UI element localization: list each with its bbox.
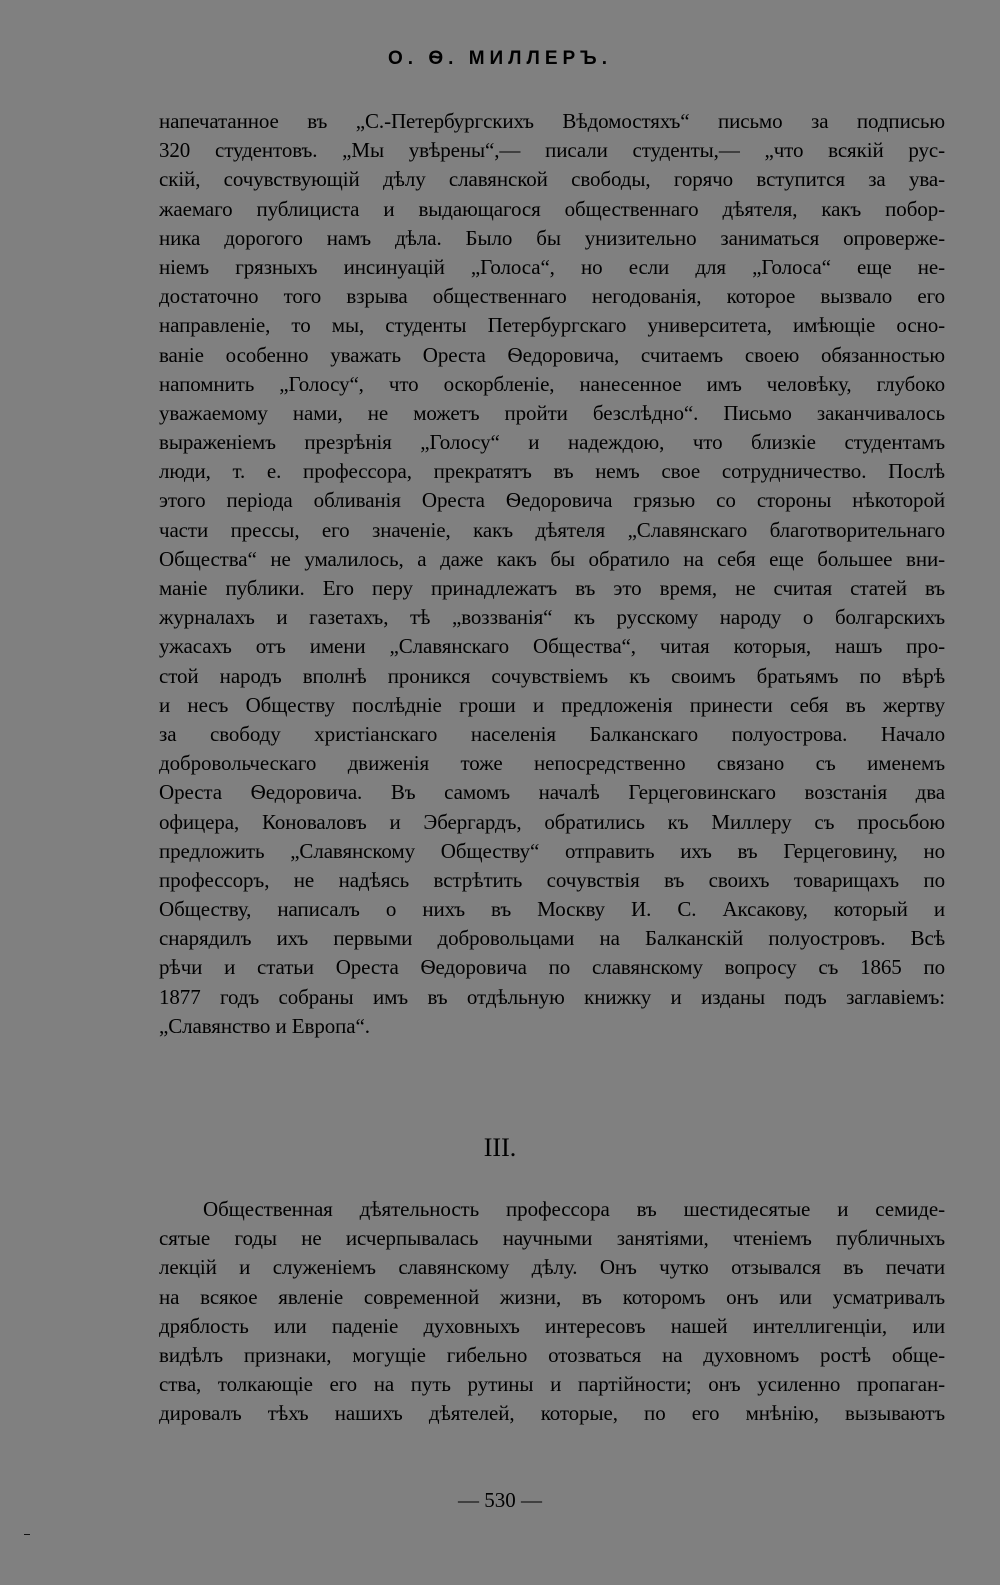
text-line: профессоръ, не надѣясь встрѣтить сочувствія въ своихъ товарищахъ по [159,867,945,892]
text-line: ваніе особенно уважать Ореста Ѳедоровича, считаемъ своею обязанностью [159,342,945,367]
text-line: предложить „Славянскому Обществу“ отправить ихъ въ Герцеговину, но [159,838,945,863]
paragraph-continued [159,107,945,1041]
text-line: скій, сочувствующій дѣлу славянской свободы, горячо вступится за ува- [159,167,945,192]
text-line: лекцій и служеніемъ славянскому дѣлу. Онъ чутко отзывался въ печати [159,1255,945,1280]
text-line: журналахъ и газетахъ, тѣ „воззванія“ къ русскому народу о болгарскихъ [159,605,945,630]
text-line: сятые годы не исчерпывалась научными занятіями, чтеніемъ публичныхъ [159,1226,945,1251]
text-line: ства, толкающіе его на путь рутины и партійности; онъ усиленно пропаган- [159,1372,945,1397]
text-line: стой народъ вполнѣ проникся сочувствіемъ къ своимъ братьямъ по вѣрѣ [159,663,945,688]
text-line: и несъ Обществу послѣдніе гроши и предложенія принести себя въ жертву [159,692,945,717]
running-head: О. Ѳ. МИЛЛЕРЪ. [388,48,612,69]
text-line: Общества“ не умалилось, а даже какъ бы обратило на себя еще большее вни- [159,546,945,571]
paragraph [159,1195,945,1429]
text-line: части прессы, его значеніе, какъ дѣятеля „Славянскаго благотворительнаго [159,517,945,542]
margin-mark [24,1534,30,1535]
text-line: за свободу христіанскаго населенія Балканскаго полуострова. Начало [159,721,945,746]
text-line: жаемаго публициста и выдающагося общественнаго дѣятеля, какъ побор- [159,196,945,221]
text-line: „Славянство и Европа“. [159,1013,370,1038]
text-line: напомнить „Голосу“, что оскорбленіе, нанесенное имъ человѣку, глубоко [159,371,945,396]
text-line: Ореста Ѳедоровича. Въ самомъ началѣ Герцеговинскаго возстанія два [159,780,945,805]
text-line: напечатанное въ „С.-Петербургскихъ Вѣдомостяхъ“ письмо за подписью [159,109,945,133]
text-line: 320 студентовъ. „Мы увѣрены“,— писали студенты,— „что всякій рус- [159,138,945,163]
text-line: дряблость или паденіе духовныхъ интересовъ нашей интеллигенціи, или [159,1313,945,1338]
text-line: уважаемому нами, не можетъ пройти безслѣдно“. Письмо заканчивалось [159,400,945,425]
page-number: — 530 — [458,1488,542,1512]
text-line: дировалъ тѣхъ нашихъ дѣятелей, которые, по его мнѣнію, вызываютъ [159,1401,945,1426]
text-line: офицера, Коноваловъ и Эбергардъ, обратились къ Миллеру съ просьбою [159,809,945,834]
text-line: видѣлъ признаки, могущіе гибельно отозваться на духовномъ ростѣ обще- [159,1342,945,1367]
text-line: добровольческаго движенія тоже непосредственно связано съ именемъ [159,751,945,776]
text-line: Обществу, написалъ о нихъ въ Москву И. С. Аксакову, который и [159,897,945,922]
text-line: направленіе, то мы, студенты Петербургскаго университета, имѣющіе осно- [159,313,945,338]
text-line: на всякое явленіе современной жизни, въ которомъ онъ или усматривалъ [159,1284,945,1309]
text-line: 1877 годъ собраны имъ въ отдѣльную книжку и изданы подъ заглавіемъ: [159,984,945,1009]
section-heading: III. [483,1133,517,1162]
text-line: люди, т. е. профессора, прекратятъ въ немъ свое сотрудничество. Послѣ [159,459,945,484]
text-line: выраженіемъ презрѣнія „Голосу“ и надеждою, что близкіе студентамъ [159,430,945,455]
text-line: ніемъ грязныхъ инсинуацій „Голоса“, но если для „Голоса“ еще не- [159,254,945,279]
text-line: снарядилъ ихъ первыми добровольцами на Балканскій полуостровъ. Всѣ [159,926,945,951]
text-line: маніе публики. Его перу принадлежатъ въ это время, не считая статей въ [159,576,945,600]
text-line: ужасахъ отъ имени „Славянскаго Общества“, читая которыя, нашъ про- [159,634,945,659]
text-line: рѣчи и статьи Ореста Ѳедоровича по славянскому вопросу съ 1865 по [159,955,945,980]
text-line: Общественная дѣятельность профессора въ шестидесятые и семиде- [203,1197,945,1221]
text-line: этого періода обливанія Ореста Ѳедоровича грязью со стороны нѣкоторой [159,488,945,513]
text-line: достаточно того взрыва общественнаго негодованія, которое вызвало его [159,284,945,309]
text-line: ника дорогого намъ дѣла. Было бы унизительно заниматься опроверже- [159,225,945,250]
